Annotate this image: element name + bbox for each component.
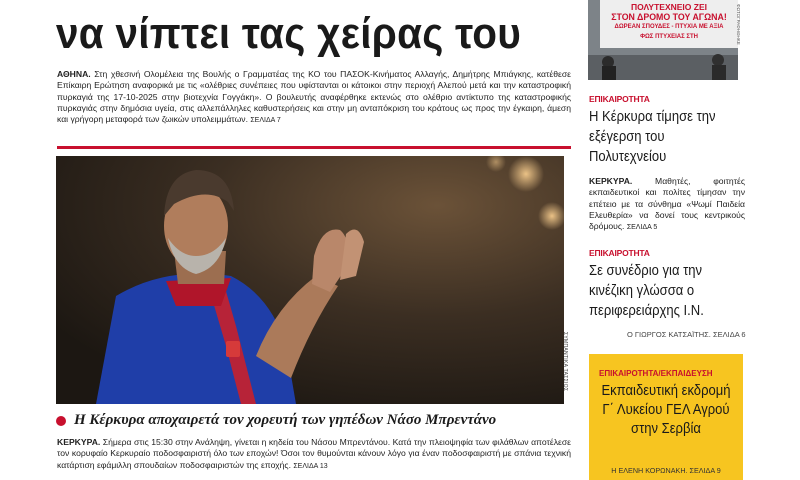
lead-text: Στη χθεσινή Ολομέλεια της Βουλής ο Γραμματέας της ΚΟ του ΠΑΣΟΚ-Κινήματος Αλλαγής, Δημήτρης Μπιάγκης, κατέθεσε Επίκαιρη Ερώτηση αναφορικά με τις «ολέθριες συνέπειες που υφίστανται οι κάτοικοι στην περιοχή Αλεπού μετά και την καταστροφική πυρκαγιά της 17-10-2025 στην βιοτεχνία Γογγάκη». Ο βουλευτής αναφέρθηκε εκτενώς στο ολέθριο αντίκτυπο της καταστροφικής πυρκαγιάς στην δημόσια υγεία, στις αλλεπάλληλες καθυστερήσεις και στην μη ανταπόκριση του κράτους ως προς την έγκαιρη, άμεση και γρήγορη μεταφορά των ζωικών υπολειμμάτων. <box>57 69 572 125</box>
side-photo-credit: ΦΩΤΟΓΡΑΦΗΘΗΚΕ <box>736 4 741 45</box>
caption-body <box>57 437 571 472</box>
caption-place: ΚΕΡΚΥΡΑ. <box>57 437 101 447</box>
side1-kicker: ΕΠΙΚΑΙΡΟΤΗΤΑ <box>589 94 650 104</box>
side1-body <box>589 176 745 233</box>
box-title: Εκπαιδευτική εκδρομή Γ΄ Λυκείου ΓΕΛ Αγρού στην Σερβία <box>601 383 731 437</box>
banner-line-1: ΠΟΛΥΤΕΧΝΕΙΟ ΖΕΙ <box>631 2 707 12</box>
photo-caption-title <box>56 412 496 429</box>
main-photo <box>56 156 564 404</box>
banner-line-2: ΣΤΟΝ ΔΡΟΜΟ ΤΟΥ ΑΓΩΝΑ! <box>611 12 727 22</box>
side1-text: Μαθητές, φοιτητές εκπαιδευτικοί και πολίτες τίμησαν την επέτειο με τα σύνθημα «Ψωμί Παιδεία Ελευθερία» να δονεί τους κεντρικούς δρόμους. <box>589 176 745 232</box>
side2-kicker: ΕΠΙΚΑΙΡΟΤΗΤΑ <box>589 248 650 258</box>
lead-place: ΑΘΗΝΑ. <box>57 69 91 79</box>
lead-paragraph <box>57 69 571 126</box>
main-headline: να νίπτει τας χείρας του <box>56 9 522 58</box>
banner-line-3: ΔΩΡΕΑΝ ΣΠΟΥΔΕΣ - ΠΤΥΧΙΑ ΜΕ ΑΞΙΑ <box>614 24 724 30</box>
bullet-dot-icon <box>56 416 66 426</box>
caption-text: Σήμερα στις 15:30 στην Ανάληψη, γίνεται η κηδεία του Νάσου Μπρεντάνου. Κατά την πλειοψηφία των φιλάθλων αποτέλεσε τον κορυφαίο Κερκυραίο ποδοσφαιριστή όλο των εποχών! Όσοι τον θυμούνται κάνουν λόγο για έναν ποδοσφαιριστή με σπάνια τεχνική κατάρτιση εφάμιλλη σπουδαίων ποδοσφαιριστών της εποχής. <box>57 437 571 470</box>
side2-title: Σε συνέδριο για την κινέζικη γλώσσα ο περιφερειάρχης Ι.Ν. <box>589 263 704 319</box>
side-photo <box>588 0 738 80</box>
caption-page-ref: ΣΕΛΙΔΑ 13 <box>293 462 328 470</box>
section-divider <box>57 146 571 149</box>
photo-credit: ΣΥΜΠΑΝΤΙΚΑ ΤΑΣΣΙΟΣ <box>562 332 568 392</box>
side2-byline: Ο ΓΙΩΡΓΟΣ ΚΑΤΣΑΪΤΗΣ. ΣΕΛΙΔΑ 6 <box>627 330 746 339</box>
side1-title: Η Κέρκυρα τίμησε την εξέγερση του Πολυτεχνείου <box>589 109 716 165</box>
education-box <box>589 354 743 480</box>
lead-page-ref: ΣΕΛΙΔΑ 7 <box>250 117 281 125</box>
side1-page-ref: ΣΕΛΙΔΑ 5 <box>626 224 658 232</box>
banner-line-4: ΦΩΣ ΠΤΥΧΕΙΑΣ ΣΤΗ <box>640 34 698 40</box>
box-kicker: ΕΠΙΚΑΙΡΟΤΗΤΑ/ΕΚΠΑΙΔΕΥΣΗ <box>599 369 713 378</box>
side1-place: ΚΕΡΚΥΡΑ. <box>589 176 633 186</box>
caption-title-text: Η Κέρκυρα αποχαιρετά τον χορευτή των γηπέδων Νάσο Μπρεντάνο <box>74 412 497 428</box>
box-byline: Η ΕΛΕΝΗ ΚΟΡΩΝΑΚΗ. ΣΕΛΙΔΑ 9 <box>611 466 721 475</box>
